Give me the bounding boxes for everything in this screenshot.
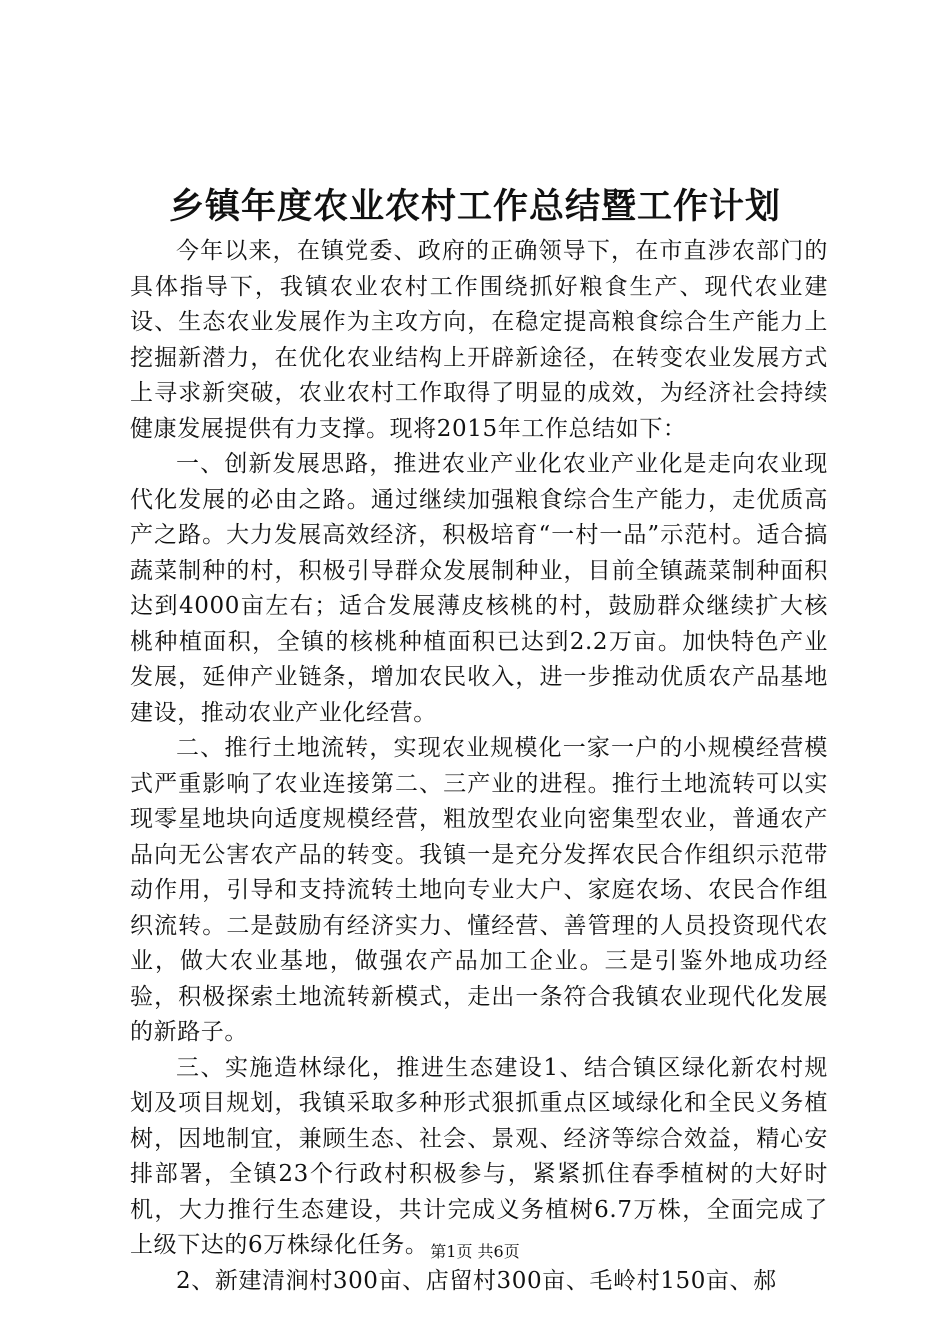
document-title: 乡镇年度农业农村工作总结暨工作计划 [168, 186, 781, 227]
paragraph-intro: 今年以来，在镇党委、政府的正确领导下，在市直涉农部门的具体指导下，我镇农业农村工作围绕抓好粮食生产、现代农业建设、生态农业发展作为主攻方向，在稳定提高粮食综合生产能力上挖掘新潜力，在优化农业结构上开辟新途径，在转变农业发展方式上寻求新突破，农业农村工作取得了明显的成效，为经济社会持续健康发展提供有力支撑。现将2015年工作总结如下： [130, 238, 828, 442]
document-body [130, 234, 828, 1299]
paragraph-section-3-item-2: 2、新建清涧村300亩、店留村300亩、毛岭村150亩、郝 [176, 1267, 777, 1294]
page-number-footer: 第1页 共6页 [430, 1242, 520, 1261]
paragraph-section-2: 二、推行土地流转，实现农业规模化一家一户的小规模经营模式严重影响了农业连接第二、三产业的进程。推行土地流转可以实现零星地块向适度规模经营，粗放型农业向密集型农业，普通农产品向无公害农产品的转变。我镇一是充分发挥农民合作组织示范带动作用，引导和支持流转土地向专业大户、家庭农场、农民合作组织流转。二是鼓励有经济实力、懂经营、善管理的人员投资现代农业，做大农业基地，做强农产品加工企业。三是引鉴外地成功经验，积极探索土地流转新模式，走出一条符合我镇农业现代化发展的新路子。 [130, 735, 828, 1045]
paragraph-section-1: 一、创新发展思路，推进农业产业化农业产业化是走向农业现代化发展的必由之路。通过继续加强粮食综合生产能力，走优质高产之路。大力发展高效经济，积极培育“一村一品”示范村。适合搞蔬菜制种的村，积极引导群众发展制种业，目前全镇蔬菜制种面积达到4000亩左右；适合发展薄皮核桃的村，鼓励群众继续扩大核桃种植面积，全镇的核桃种植面积已达到2.2万亩。加快特色产业发展，延伸产业链条，增加农民收入，进一步推动优质农产品基地建设，推动农业产业化经营。 [130, 451, 828, 726]
paragraph-section-3: 三、实施造林绿化，推进生态建设1、结合镇区绿化新农村规划及项目规划，我镇采取多种形式狠抓重点区域绿化和全民义务植树，因地制宜，兼顾生态、社会、景观、经济等综合效益，精心安排部署，全镇23个行政村积极参与，紧紧抓住春季植树的大好时机，大力推行生态建设，共计完成义务植树6.7万株，全面完成了上级下达的6万株绿化任务。 [130, 1054, 828, 1258]
